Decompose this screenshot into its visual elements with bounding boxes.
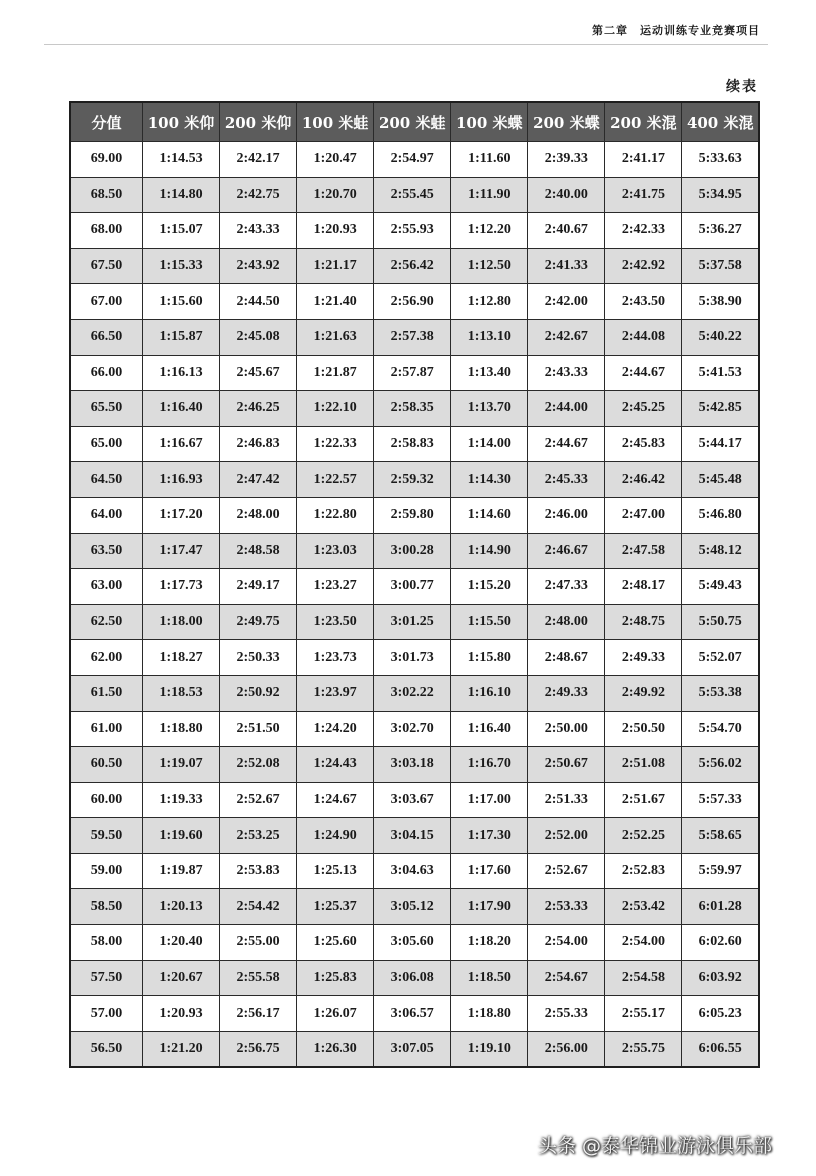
table-row	[70, 426, 759, 462]
time-cell: 2:58.83	[374, 426, 451, 462]
time-cell: 2:52.67	[528, 853, 605, 889]
time-cell: 5:53.38	[682, 675, 759, 711]
time-cell: 1:23.97	[297, 675, 374, 711]
time-cell: 1:13.70	[451, 391, 528, 427]
table-row	[70, 996, 759, 1032]
time-cell: 1:23.73	[297, 640, 374, 676]
time-cell: 3:03.67	[374, 782, 451, 818]
time-cell: 2:43.33	[528, 355, 605, 391]
time-cell: 3:00.28	[374, 533, 451, 569]
time-cell: 2:55.93	[374, 213, 451, 249]
time-cell: 3:04.63	[374, 853, 451, 889]
time-cell: 2:55.45	[374, 177, 451, 213]
time-cell: 5:54.70	[682, 711, 759, 747]
time-cell: 1:17.60	[451, 853, 528, 889]
time-cell: 5:41.53	[682, 355, 759, 391]
time-cell: 2:53.42	[605, 889, 682, 925]
time-cell: 2:41.33	[528, 248, 605, 284]
time-cell: 2:44.00	[528, 391, 605, 427]
time-cell: 1:20.13	[143, 889, 220, 925]
time-cell: 2:55.17	[605, 996, 682, 1032]
time-cell: 6:03.92	[682, 960, 759, 996]
time-cell: 1:21.63	[297, 319, 374, 355]
time-cell: 1:15.07	[143, 213, 220, 249]
time-cell: 1:21.87	[297, 355, 374, 391]
score-cell: 61.00	[70, 711, 143, 747]
time-cell: 1:18.00	[143, 604, 220, 640]
time-cell: 1:16.10	[451, 675, 528, 711]
time-cell: 2:52.25	[605, 818, 682, 854]
time-cell: 2:45.67	[220, 355, 297, 391]
table-row	[70, 355, 759, 391]
time-cell: 2:44.67	[605, 355, 682, 391]
header-divider	[44, 44, 768, 45]
time-cell: 1:20.93	[143, 996, 220, 1032]
score-cell: 59.00	[70, 853, 143, 889]
score-cell: 64.00	[70, 497, 143, 533]
score-cell: 62.50	[70, 604, 143, 640]
column-header: 100 米仰	[143, 102, 220, 142]
time-cell: 1:20.67	[143, 960, 220, 996]
time-cell: 2:54.58	[605, 960, 682, 996]
table-row	[70, 213, 759, 249]
time-cell: 1:15.80	[451, 640, 528, 676]
time-cell: 1:25.60	[297, 925, 374, 961]
time-cell: 2:59.80	[374, 497, 451, 533]
time-cell: 2:49.33	[528, 675, 605, 711]
time-cell: 2:49.17	[220, 569, 297, 605]
time-cell: 2:57.38	[374, 319, 451, 355]
time-cell: 2:54.97	[374, 142, 451, 178]
time-cell: 1:18.27	[143, 640, 220, 676]
time-cell: 2:48.17	[605, 569, 682, 605]
time-cell: 3:04.15	[374, 818, 451, 854]
time-cell: 2:42.00	[528, 284, 605, 320]
time-cell: 1:18.20	[451, 925, 528, 961]
score-cell: 58.00	[70, 925, 143, 961]
time-cell: 2:50.50	[605, 711, 682, 747]
table-row	[70, 675, 759, 711]
column-header: 200 米蛙	[374, 102, 451, 142]
table-row	[70, 925, 759, 961]
time-cell: 2:56.75	[220, 1031, 297, 1067]
table-row	[70, 248, 759, 284]
time-cell: 2:49.75	[220, 604, 297, 640]
column-header: 200 米仰	[220, 102, 297, 142]
table-row	[70, 391, 759, 427]
time-cell: 1:15.33	[143, 248, 220, 284]
time-cell: 2:54.42	[220, 889, 297, 925]
time-cell: 2:48.00	[528, 604, 605, 640]
column-header: 100 米蛙	[297, 102, 374, 142]
time-cell: 2:54.00	[605, 925, 682, 961]
time-cell: 3:05.60	[374, 925, 451, 961]
score-cell: 67.00	[70, 284, 143, 320]
time-cell: 2:59.32	[374, 462, 451, 498]
time-cell: 1:25.83	[297, 960, 374, 996]
column-header: 分值	[70, 102, 143, 142]
time-cell: 5:57.33	[682, 782, 759, 818]
time-cell: 5:56.02	[682, 747, 759, 783]
time-cell: 2:42.33	[605, 213, 682, 249]
time-cell: 2:46.00	[528, 497, 605, 533]
time-cell: 1:17.30	[451, 818, 528, 854]
time-cell: 1:20.40	[143, 925, 220, 961]
time-cell: 3:03.18	[374, 747, 451, 783]
time-cell: 5:46.80	[682, 497, 759, 533]
table-row	[70, 853, 759, 889]
score-cell: 60.00	[70, 782, 143, 818]
time-cell: 2:55.75	[605, 1031, 682, 1067]
time-cell: 5:44.17	[682, 426, 759, 462]
score-cell: 63.50	[70, 533, 143, 569]
time-cell: 2:42.67	[528, 319, 605, 355]
time-cell: 2:52.00	[528, 818, 605, 854]
chapter-header: 第二章 运动训练专业竞赛项目	[592, 24, 760, 37]
time-cell: 2:46.67	[528, 533, 605, 569]
time-cell: 2:51.67	[605, 782, 682, 818]
time-cell: 2:47.42	[220, 462, 297, 498]
time-cell: 5:58.65	[682, 818, 759, 854]
time-cell: 1:14.80	[143, 177, 220, 213]
time-cell: 6:01.28	[682, 889, 759, 925]
time-cell: 5:38.90	[682, 284, 759, 320]
time-cell: 1:15.20	[451, 569, 528, 605]
time-cell: 2:45.25	[605, 391, 682, 427]
time-cell: 3:05.12	[374, 889, 451, 925]
time-cell: 1:16.40	[143, 391, 220, 427]
time-cell: 1:24.67	[297, 782, 374, 818]
time-cell: 1:18.80	[451, 996, 528, 1032]
table-row	[70, 284, 759, 320]
time-cell: 1:24.43	[297, 747, 374, 783]
table-row	[70, 533, 759, 569]
table-row	[70, 462, 759, 498]
time-cell: 1:21.20	[143, 1031, 220, 1067]
time-cell: 3:01.73	[374, 640, 451, 676]
time-cell: 1:23.50	[297, 604, 374, 640]
time-cell: 3:02.70	[374, 711, 451, 747]
score-cell: 66.00	[70, 355, 143, 391]
time-cell: 2:52.08	[220, 747, 297, 783]
time-cell: 1:24.90	[297, 818, 374, 854]
time-cell: 2:45.83	[605, 426, 682, 462]
score-cell: 62.00	[70, 640, 143, 676]
time-cell: 1:13.10	[451, 319, 528, 355]
score-cell: 60.50	[70, 747, 143, 783]
time-cell: 1:25.13	[297, 853, 374, 889]
score-cell: 57.50	[70, 960, 143, 996]
time-cell: 1:17.20	[143, 497, 220, 533]
time-cell: 2:45.33	[528, 462, 605, 498]
continued-label: 续表	[726, 79, 758, 95]
time-cell: 1:22.57	[297, 462, 374, 498]
time-cell: 2:47.58	[605, 533, 682, 569]
column-header: 200 米蝶	[528, 102, 605, 142]
time-cell: 2:46.83	[220, 426, 297, 462]
time-cell: 2:40.67	[528, 213, 605, 249]
time-cell: 1:19.33	[143, 782, 220, 818]
time-cell: 1:16.13	[143, 355, 220, 391]
time-cell: 2:41.75	[605, 177, 682, 213]
time-cell: 2:48.58	[220, 533, 297, 569]
time-cell: 1:16.67	[143, 426, 220, 462]
time-cell: 2:56.42	[374, 248, 451, 284]
time-cell: 1:13.40	[451, 355, 528, 391]
time-cell: 1:18.80	[143, 711, 220, 747]
time-cell: 5:34.95	[682, 177, 759, 213]
time-cell: 1:18.53	[143, 675, 220, 711]
time-cell: 1:22.80	[297, 497, 374, 533]
time-cell: 1:12.50	[451, 248, 528, 284]
time-cell: 2:49.33	[605, 640, 682, 676]
column-header: 400 米混	[682, 102, 759, 142]
score-cell: 56.50	[70, 1031, 143, 1067]
time-cell: 5:52.07	[682, 640, 759, 676]
time-cell: 2:54.67	[528, 960, 605, 996]
time-cell: 3:01.25	[374, 604, 451, 640]
time-cell: 2:49.92	[605, 675, 682, 711]
score-cell: 69.00	[70, 142, 143, 178]
table-header-row	[70, 102, 759, 142]
time-cell: 2:57.87	[374, 355, 451, 391]
table-row	[70, 747, 759, 783]
time-cell: 2:44.08	[605, 319, 682, 355]
table-row	[70, 569, 759, 605]
time-cell: 3:06.08	[374, 960, 451, 996]
time-cell: 1:11.90	[451, 177, 528, 213]
time-cell: 1:25.37	[297, 889, 374, 925]
time-cell: 1:17.00	[451, 782, 528, 818]
column-header: 200 米混	[605, 102, 682, 142]
time-cell: 2:55.58	[220, 960, 297, 996]
time-cell: 1:12.80	[451, 284, 528, 320]
time-cell: 2:46.25	[220, 391, 297, 427]
time-cell: 2:50.92	[220, 675, 297, 711]
score-cell: 57.00	[70, 996, 143, 1032]
time-cell: 5:49.43	[682, 569, 759, 605]
time-cell: 2:46.42	[605, 462, 682, 498]
time-cell: 2:42.92	[605, 248, 682, 284]
score-cell: 61.50	[70, 675, 143, 711]
time-cell: 1:14.90	[451, 533, 528, 569]
column-header: 100 米蝶	[451, 102, 528, 142]
time-cell: 1:19.10	[451, 1031, 528, 1067]
score-cell: 65.00	[70, 426, 143, 462]
score-cell: 59.50	[70, 818, 143, 854]
table-row	[70, 889, 759, 925]
time-cell: 2:48.67	[528, 640, 605, 676]
time-cell: 3:07.05	[374, 1031, 451, 1067]
time-cell: 1:12.20	[451, 213, 528, 249]
time-cell: 1:19.87	[143, 853, 220, 889]
time-cell: 2:52.67	[220, 782, 297, 818]
table-row	[70, 782, 759, 818]
time-cell: 2:42.75	[220, 177, 297, 213]
time-cell: 2:56.00	[528, 1031, 605, 1067]
score-cell: 66.50	[70, 319, 143, 355]
time-cell: 2:56.90	[374, 284, 451, 320]
watermark: 头条 @泰华锦业游泳俱乐部	[538, 1135, 773, 1157]
time-cell: 2:53.25	[220, 818, 297, 854]
table-row	[70, 711, 759, 747]
time-cell: 2:43.33	[220, 213, 297, 249]
time-cell: 2:47.00	[605, 497, 682, 533]
table-row	[70, 960, 759, 996]
time-cell: 3:02.22	[374, 675, 451, 711]
time-cell: 2:58.35	[374, 391, 451, 427]
time-cell: 2:48.75	[605, 604, 682, 640]
time-cell: 2:39.33	[528, 142, 605, 178]
table-row	[70, 319, 759, 355]
time-cell: 5:36.27	[682, 213, 759, 249]
time-cell: 5:37.58	[682, 248, 759, 284]
time-cell: 2:54.00	[528, 925, 605, 961]
time-cell: 2:44.50	[220, 284, 297, 320]
time-cell: 2:42.17	[220, 142, 297, 178]
time-cell: 5:40.22	[682, 319, 759, 355]
time-cell: 2:43.92	[220, 248, 297, 284]
table-row	[70, 177, 759, 213]
table-row	[70, 497, 759, 533]
time-cell: 1:17.73	[143, 569, 220, 605]
score-cell: 67.50	[70, 248, 143, 284]
time-cell: 1:26.30	[297, 1031, 374, 1067]
table-row	[70, 640, 759, 676]
time-cell: 2:47.33	[528, 569, 605, 605]
time-cell: 1:14.60	[451, 497, 528, 533]
time-cell: 1:16.70	[451, 747, 528, 783]
time-cell: 5:50.75	[682, 604, 759, 640]
time-cell: 2:53.83	[220, 853, 297, 889]
time-cell: 5:42.85	[682, 391, 759, 427]
time-cell: 2:48.00	[220, 497, 297, 533]
time-cell: 2:52.83	[605, 853, 682, 889]
table-row	[70, 142, 759, 178]
time-cell: 2:50.00	[528, 711, 605, 747]
time-cell: 2:50.33	[220, 640, 297, 676]
time-cell: 1:20.70	[297, 177, 374, 213]
time-cell: 1:14.00	[451, 426, 528, 462]
time-cell: 3:00.77	[374, 569, 451, 605]
time-cell: 5:48.12	[682, 533, 759, 569]
time-cell: 1:14.53	[143, 142, 220, 178]
time-cell: 1:22.10	[297, 391, 374, 427]
time-cell: 1:23.03	[297, 533, 374, 569]
time-cell: 2:44.67	[528, 426, 605, 462]
time-cell: 2:45.08	[220, 319, 297, 355]
time-cell: 1:11.60	[451, 142, 528, 178]
time-cell: 1:19.60	[143, 818, 220, 854]
score-cell: 65.50	[70, 391, 143, 427]
time-cell: 2:50.67	[528, 747, 605, 783]
score-cell: 58.50	[70, 889, 143, 925]
score-cell: 64.50	[70, 462, 143, 498]
time-cell: 2:41.17	[605, 142, 682, 178]
time-cell: 1:20.93	[297, 213, 374, 249]
time-cell: 1:18.50	[451, 960, 528, 996]
table-body	[70, 142, 759, 1068]
time-cell: 2:55.00	[220, 925, 297, 961]
time-cell: 1:26.07	[297, 996, 374, 1032]
table-row	[70, 1031, 759, 1067]
time-cell: 2:43.50	[605, 284, 682, 320]
time-cell: 1:15.60	[143, 284, 220, 320]
time-cell: 1:16.93	[143, 462, 220, 498]
table-row	[70, 604, 759, 640]
score-cell: 68.50	[70, 177, 143, 213]
time-cell: 1:15.50	[451, 604, 528, 640]
time-cell: 2:56.17	[220, 996, 297, 1032]
time-cell: 1:16.40	[451, 711, 528, 747]
score-cell: 68.00	[70, 213, 143, 249]
time-cell: 1:22.33	[297, 426, 374, 462]
time-cell: 6:02.60	[682, 925, 759, 961]
time-cell: 6:05.23	[682, 996, 759, 1032]
time-cell: 1:15.87	[143, 319, 220, 355]
score-cell: 63.00	[70, 569, 143, 605]
time-cell: 1:17.47	[143, 533, 220, 569]
time-cell: 2:51.08	[605, 747, 682, 783]
score-table	[69, 101, 760, 1068]
time-cell: 1:24.20	[297, 711, 374, 747]
time-cell: 1:21.17	[297, 248, 374, 284]
table-row	[70, 818, 759, 854]
time-cell: 5:59.97	[682, 853, 759, 889]
time-cell: 5:33.63	[682, 142, 759, 178]
time-cell: 1:23.27	[297, 569, 374, 605]
time-cell: 2:40.00	[528, 177, 605, 213]
time-cell: 5:45.48	[682, 462, 759, 498]
time-cell: 3:06.57	[374, 996, 451, 1032]
time-cell: 2:51.50	[220, 711, 297, 747]
time-cell: 1:19.07	[143, 747, 220, 783]
time-cell: 2:53.33	[528, 889, 605, 925]
time-cell: 1:14.30	[451, 462, 528, 498]
time-cell: 1:20.47	[297, 142, 374, 178]
time-cell: 1:17.90	[451, 889, 528, 925]
time-cell: 2:55.33	[528, 996, 605, 1032]
time-cell: 2:51.33	[528, 782, 605, 818]
time-cell: 6:06.55	[682, 1031, 759, 1067]
time-cell: 1:21.40	[297, 284, 374, 320]
